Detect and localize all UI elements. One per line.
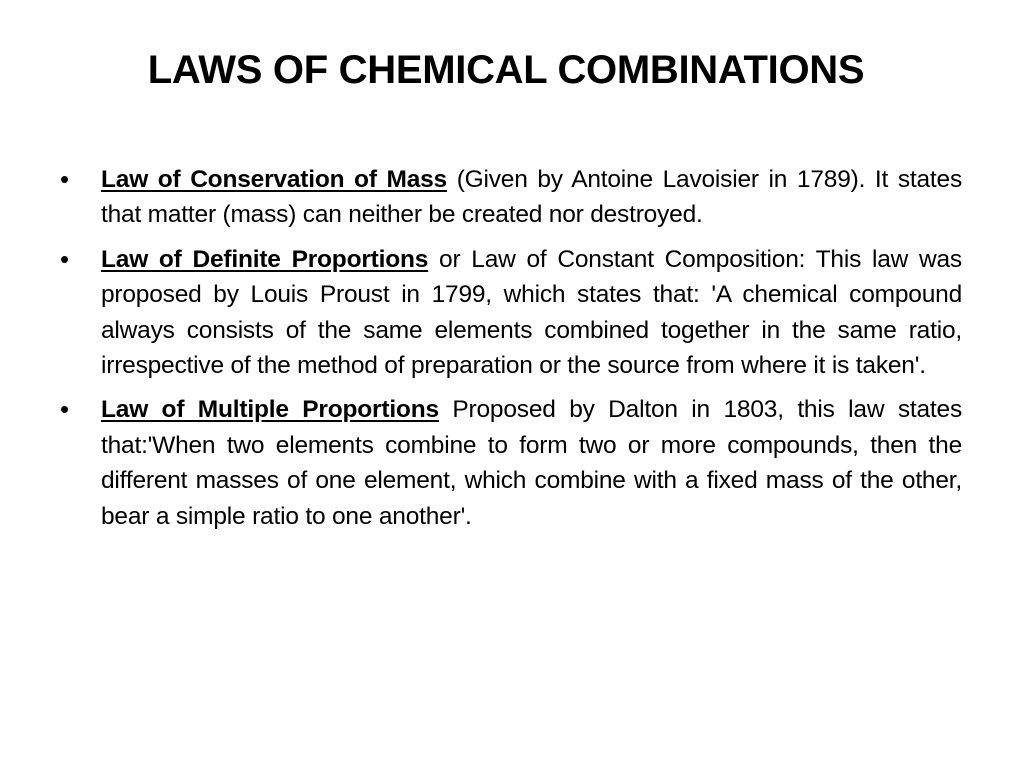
law-description: Proposed by Dalton in 1803, this law states that:'When two elements combine to form two or more compounds, then the different masses of one element, which combine with a fixed mass of the other, bear a simple ratio to one another'. (101, 396, 962, 530)
bullet-item-definite-proportions (60, 242, 962, 384)
bullet-icon: • (60, 164, 69, 194)
law-description: (Given by Antoine Lavoisier in 1789). It states that matter (mass) can neither be created nor destroyed. (101, 166, 962, 229)
bullet-list (60, 162, 962, 543)
law-name: Law of Multiple Proportions (101, 396, 439, 424)
bullet-icon: • (60, 394, 69, 425)
law-name: Law of Definite Proportions (101, 245, 429, 273)
bullet-item-conservation-of-mass (60, 162, 962, 233)
slide-title: LAWS OF CHEMICAL COMBINATIONS (147, 48, 865, 92)
bullet-item-multiple-proportions (60, 392, 962, 534)
bullet-icon: • (60, 243, 69, 274)
law-name: Law of Conservation of Mass (101, 166, 447, 193)
law-description: or Law of Constant Composition: This law was proposed by Louis Proust in 1799, which states that: 'A chemical compound always consists of the same elements combined together in the same ratio, irrespective of the method of preparation or the source from where it is taken'. (101, 245, 962, 380)
